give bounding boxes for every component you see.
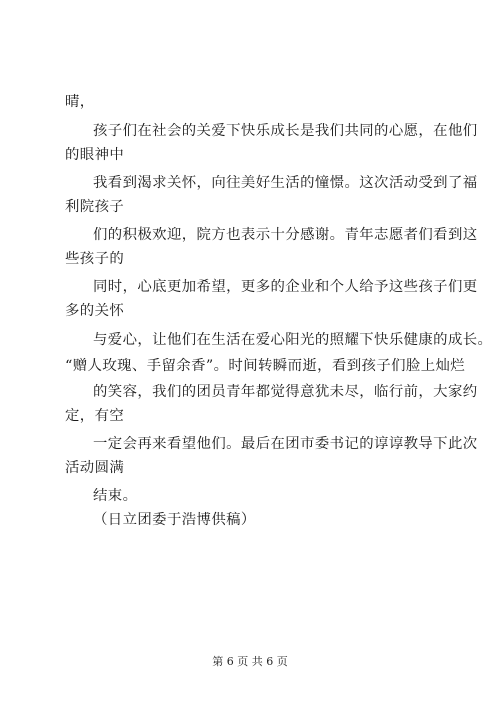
- text-line: 利院孩子: [65, 199, 125, 215]
- text-line: 的笑容，我们的团员青年都觉得意犹未尽，临行前，大家约: [93, 384, 478, 400]
- text-line: 晴，: [65, 94, 95, 110]
- text-line: 我看到渴求关怀，向往美好生活的憧憬。这次活动受到了福: [93, 175, 478, 191]
- text-line: 结束。: [93, 488, 138, 504]
- text-line: 定，有空: [65, 408, 125, 424]
- text-line: 孩子们在社会的关爱下快乐成长是我们共同的心愿，在他们: [93, 123, 478, 139]
- text-line: 一定会再来看望他们。最后在团市委书记的谆谆教导下此次: [93, 436, 478, 452]
- page-footer: 第 6 页 共 6 页: [212, 655, 288, 668]
- text-line: “赠人玫瑰、手留余香”。时间转瞬而逝，看到孩子们脸上灿烂: [65, 358, 466, 374]
- text-line: 多的关怀: [65, 303, 125, 319]
- text-line: 与爱心，让他们在生活在爱心阳光的照耀下快乐健康的成长。: [93, 332, 493, 348]
- text-line: 同时，心底更加希望，更多的企业和个人给予这些孩子们更: [93, 279, 478, 295]
- text-line: 们的积极欢迎，院方也表示十分感谢。青年志愿者们看到这: [93, 227, 478, 243]
- text-line: 活动圆满: [65, 460, 125, 476]
- text-line: 的眼神中: [65, 147, 125, 163]
- text-line: 些孩子的: [65, 251, 125, 267]
- text-line: （日立团委于浩博供稿）: [93, 512, 256, 528]
